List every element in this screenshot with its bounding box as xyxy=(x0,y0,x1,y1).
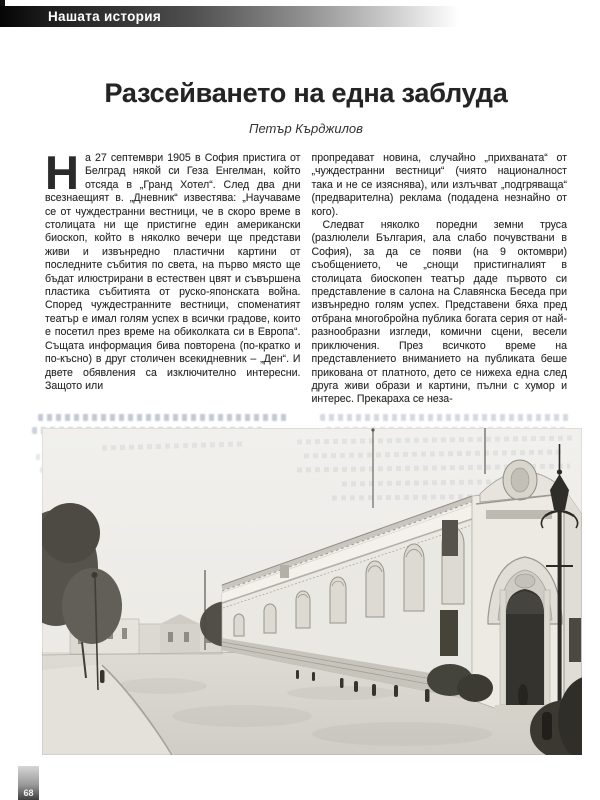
dropcap: Н xyxy=(45,146,79,199)
section-header xyxy=(0,6,458,27)
article-author: Петър Кърджилов xyxy=(249,121,363,136)
left-column xyxy=(45,146,301,407)
article-title: Разсейването на една заблуда xyxy=(104,78,508,108)
article-body xyxy=(45,146,567,407)
left-column-text: а 27 септември 1905 в София пристига от Белград някой си Геза Енгелман, който отсяда в „Гранд Хотел“. След два дни всезнаещият в. „Дневник“ известява: „Научаваме се от чуждестранни вестници, че в скоро време в столицата ни ще пристигне един американски биоскоп, който в няколко вечери ще представи живи и извънредно пластични картини от последните събития по света, на първо място ще бъдат илюстрирани в естествен цвят и съвършена пластика събитията от руско-японската война. Според чуждестранните вестници, споменатият театър е имал голям успех в всички градове, които е посетил през време на обиколката си в Европа“. Същата информация бива повторена (по-кратко и по-късно) в друг столичен всекидневник – „Ден“. И двете обявления са изключително интересни. Защото или xyxy=(45,152,301,392)
section-header-label: Нашата история xyxy=(48,9,161,24)
right-column-text-2: Следват няколко поредни земни труса (разлюлели България, ала слабо почувствани в София), за да се появи (на 9 октомври) съобщението, че „снощи пристигналият в столицата биоскопен театър даде първото си представление в салона на Славянска Беседа при извънредно голям успех. Представени бяха пред отбрана многобройна публика богата серия от най-разнообразни изгледи, комични сцени, весели приключения. През всичкото време на представлението вниманието на публиката беше прикована от платното, дето се нижеха една след друга живи образи и картини, пълни с хумор и интерес. Прекараха се неза- xyxy=(311,219,567,406)
page-number xyxy=(18,766,39,800)
right-column-text-1: пропредават новина, случайно „прихваната“ от „чуждестранни вестници“ (чиято националност така и не се изяснява), или излъчват „подгряваща“ (предварителна) реклама (подадена незнайно от кого). xyxy=(311,152,567,218)
historic-photo-slavyanska-beseda xyxy=(42,428,582,755)
page-number-value: 68 xyxy=(23,788,34,798)
right-column xyxy=(312,152,568,407)
